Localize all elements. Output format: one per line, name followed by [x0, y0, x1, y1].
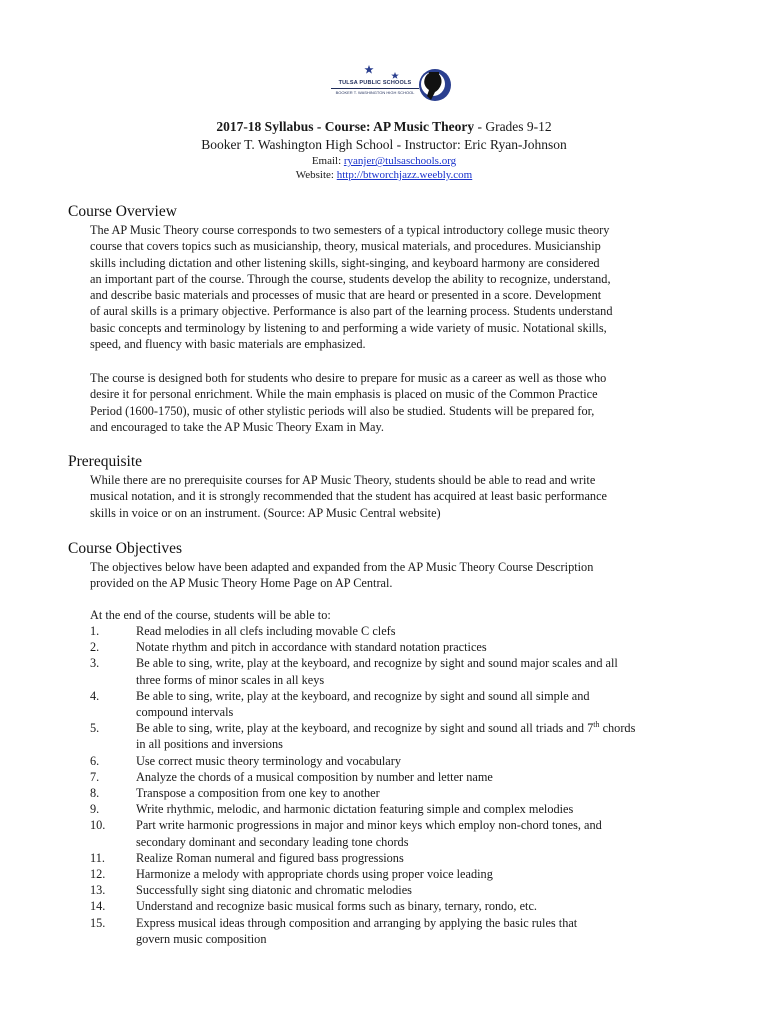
logo-sub-text: BOOKER T. WASHINGTON HIGH SCHOOL	[331, 88, 419, 95]
list-item	[90, 817, 705, 849]
list-item-text: Successfully sight sing diatonic and chromatic melodies	[136, 883, 412, 898]
prerequisite-heading: Prerequisite	[68, 453, 143, 470]
list-item	[90, 688, 705, 720]
list-item-number: 5.	[90, 721, 100, 736]
email-link[interactable]: ryanjer@tulsaschools.org	[343, 155, 457, 167]
list-item	[90, 753, 705, 769]
list-item-number: 8.	[90, 786, 100, 801]
list-item	[90, 898, 705, 914]
course-objectives-paragraph: The objectives below have been adapted and expanded from the AP Music Theory Course Description provided on the AP Music Theory Home Page on AP Central.	[90, 560, 594, 591]
course-overview-paragraph-1: The AP Music Theory course corresponds to two semesters of a typical introductory college music theory course that covers topics such as musicianship, theory, musical materials, and procedures. Musicianship skills including dictation and other listening skills, sight-singing, and keyboard harmony are considered an important part of the course. Through the course, students develop the ability to recognize, understand, and describe basic materials and processes of music that are heard or presented in a score. Development of aural skills is a primary objective. Performance is also part of the learning process. Students understand basic concepts and terminology by listening to and performing a wide variety of music. Notational skills, speed, and fluency with basic materials are emphasized.	[90, 223, 613, 352]
list-item-text: Read melodies in all clefs including movable C clefs	[136, 624, 396, 638]
list-item-number: 10.	[90, 818, 106, 833]
email-line	[0, 155, 768, 167]
list-item	[90, 866, 705, 882]
logo-text	[331, 80, 419, 95]
list-item-text: Understand and recognize basic musical forms such as binary, ternary, rondo, etc.	[136, 899, 537, 914]
website-link[interactable]: http://btworchjazz.weebly.com	[336, 169, 473, 181]
list-item-text: Transpose a composition from one key to another	[136, 786, 380, 801]
list-item-text: Harmonize a melody with appropriate chords using proper voice leading	[136, 867, 493, 882]
list-item-number: 4.	[90, 688, 100, 703]
list-item-number: 1.	[90, 624, 100, 638]
school-logo	[325, 60, 455, 112]
list-item	[90, 655, 705, 687]
list-item	[90, 639, 705, 655]
list-item	[90, 801, 705, 817]
superscript-th: th	[593, 720, 600, 730]
list-item-number: 11.	[90, 850, 105, 865]
list-item	[90, 785, 705, 801]
list-item-text: Be able to sing, write, play at the keyboard, and recognize by sight and sound major scales and all three forms of minor scales in all keys	[136, 656, 618, 687]
list-item-number: 6.	[90, 753, 100, 768]
list-item-number: 12.	[90, 867, 106, 882]
list-item-number: 3.	[90, 656, 100, 671]
list-item-text: Notate rhythm and pitch in accordance with standard notation practices	[136, 640, 487, 655]
list-item-number: 9.	[90, 802, 100, 817]
list-item-number: 2.	[90, 640, 100, 655]
objectives-intro: At the end of the course, students will be able to:	[90, 608, 331, 622]
list-item	[90, 769, 705, 785]
course-overview-paragraph-2: The course is designed both for students who desire to prepare for music as a career as well as those who desire it for personal enrichment. While the main emphasis is placed on music of the Common Practice Period (1600-1750), music of other stylistic periods will also be studied. Students will be prepared for, and encouraged to take the AP Music Theory Exam in May.	[90, 371, 607, 434]
list-item	[90, 915, 705, 947]
logo-main-text: TULSA PUBLIC SCHOOLS	[338, 80, 412, 86]
list-item-number: 13.	[90, 883, 106, 898]
objectives-list	[90, 623, 705, 947]
list-item-number: 15.	[90, 915, 106, 930]
list-item-text: Realize Roman numeral and figured bass progressions	[136, 850, 404, 865]
website-line	[0, 169, 768, 181]
course-objectives-heading: Course Objectives	[68, 540, 183, 557]
school-instructor-line: Booker T. Washington High School - Instructor: Eric Ryan-Johnson	[201, 137, 567, 152]
list-item	[90, 720, 705, 752]
list-item	[90, 882, 705, 898]
course-overview-heading: Course Overview	[68, 203, 177, 220]
list-item-text-part: Be able to sing, write, play at the keyboard, and recognize by sight and sound all triads and 7	[136, 721, 594, 736]
list-item-text	[136, 721, 635, 751]
list-item-text-part: chords in all positions and inversions	[136, 721, 636, 752]
list-item-text: Express musical ideas through composition and arranging by applying the basic rules that govern music composition	[136, 915, 578, 946]
syllabus-grades: - Grades 9-12	[474, 119, 552, 134]
website-label: Website:	[295, 169, 337, 181]
list-item-number: 7.	[90, 769, 100, 784]
list-item-text: Analyze the chords of a musical composition by number and letter name	[136, 769, 493, 784]
prerequisite-paragraph: While there are no prerequisite courses for AP Music Theory, students should be able to read and write musical notation, and it is strongly recommended that the student has acquired at least basic performance skills in voice or on an instrument. (Source: AP Music Central website)	[90, 473, 607, 520]
syllabus-title	[0, 119, 768, 135]
list-item	[90, 850, 705, 866]
list-item-number: 14.	[90, 899, 106, 914]
list-item-text: Be able to sing, write, play at the keyboard, and recognize by sight and sound all simple and compound intervals	[136, 688, 590, 720]
list-item-text: Use correct music theory terminology and vocabulary	[136, 753, 401, 768]
syllabus-title-bold: 2017-18 Syllabus - Course: AP Music Theory	[216, 119, 475, 134]
list-item-text: Write rhythmic, melodic, and harmonic dictation featuring simple and complex melodies	[136, 802, 574, 817]
email-label: Email:	[311, 155, 344, 167]
list-item-text: Part write harmonic progressions in major and minor keys which employ non-chord tones, and secondary dominant and secondary leading tone chords	[136, 818, 602, 849]
list-item	[90, 623, 705, 639]
